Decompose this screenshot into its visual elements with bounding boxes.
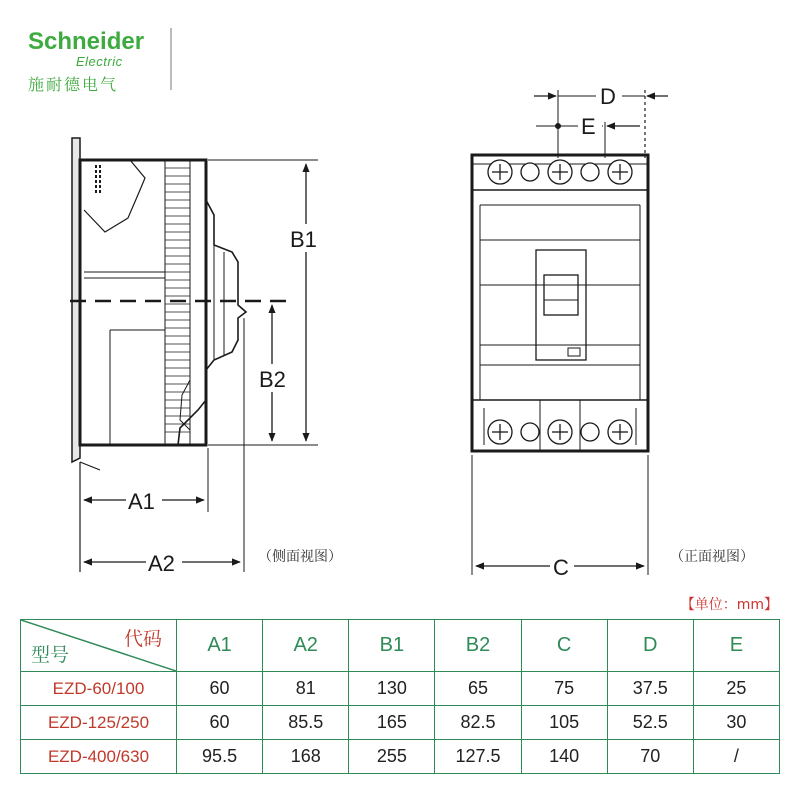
value-cell: 105	[521, 706, 607, 740]
unit-note: 【单位：mm】	[680, 597, 778, 613]
model-cell: EZD-60/100	[21, 672, 177, 706]
column-header-b1: B1	[349, 620, 435, 672]
value-cell: 130	[349, 672, 435, 706]
value-cell: 140	[521, 740, 607, 774]
value-cell: 60	[177, 706, 263, 740]
table-row	[21, 740, 780, 774]
corner-code-label: 代码	[123, 628, 162, 650]
model-cell: EZD-400/630	[21, 740, 177, 774]
dim-label-a1: A1	[128, 489, 155, 514]
value-cell: 60	[177, 672, 263, 706]
terminal-screw-icon	[581, 423, 599, 441]
corner-type-label: 型号	[31, 644, 70, 666]
terminal-screw-icon	[581, 163, 599, 181]
side-view-caption: （侧面视图）	[258, 549, 342, 565]
dim-label-b2: B2	[259, 367, 286, 392]
dimension-table	[20, 619, 780, 774]
front-view-caption: （正面视图）	[670, 549, 754, 565]
logo-brand-text: Schneider	[28, 28, 145, 55]
dim-label-e: E	[581, 114, 596, 139]
value-cell: 165	[349, 706, 435, 740]
terminal-screws	[488, 160, 632, 444]
value-cell: 81	[263, 672, 349, 706]
model-cell: EZD-125/250	[21, 706, 177, 740]
value-cell: 70	[607, 740, 693, 774]
dim-label-b1: B1	[290, 227, 317, 252]
column-header-c: C	[521, 620, 607, 672]
value-cell: 255	[349, 740, 435, 774]
value-cell: 95.5	[177, 740, 263, 774]
value-cell: 37.5	[607, 672, 693, 706]
terminal-screw-icon	[521, 423, 539, 441]
logo-chinese-text: 施耐德电气	[28, 75, 119, 94]
value-cell: 85.5	[263, 706, 349, 740]
column-header-d: D	[607, 620, 693, 672]
side-view	[70, 138, 318, 572]
terminal-screw-icon	[521, 163, 539, 181]
value-cell: 168	[263, 740, 349, 774]
table-corner-cell	[21, 620, 177, 672]
value-cell: 82.5	[435, 706, 521, 740]
dim-label-c: C	[553, 555, 569, 580]
dim-label-d: D	[600, 84, 616, 109]
column-header-a1: A1	[177, 620, 263, 672]
value-cell: 127.5	[435, 740, 521, 774]
value-cell: 30	[693, 706, 779, 740]
column-header-b2: B2	[435, 620, 521, 672]
logo-sub-text: Electric	[76, 54, 123, 69]
value-cell: 25	[693, 672, 779, 706]
table-header-row	[21, 620, 780, 672]
value-cell: /	[693, 740, 779, 774]
table-row	[21, 706, 780, 740]
column-header-e: E	[693, 620, 779, 672]
dim-label-a2: A2	[148, 551, 175, 576]
value-cell: 65	[435, 672, 521, 706]
table-row	[21, 672, 780, 706]
value-cell: 75	[521, 672, 607, 706]
column-header-a2: A2	[263, 620, 349, 672]
value-cell: 52.5	[607, 706, 693, 740]
